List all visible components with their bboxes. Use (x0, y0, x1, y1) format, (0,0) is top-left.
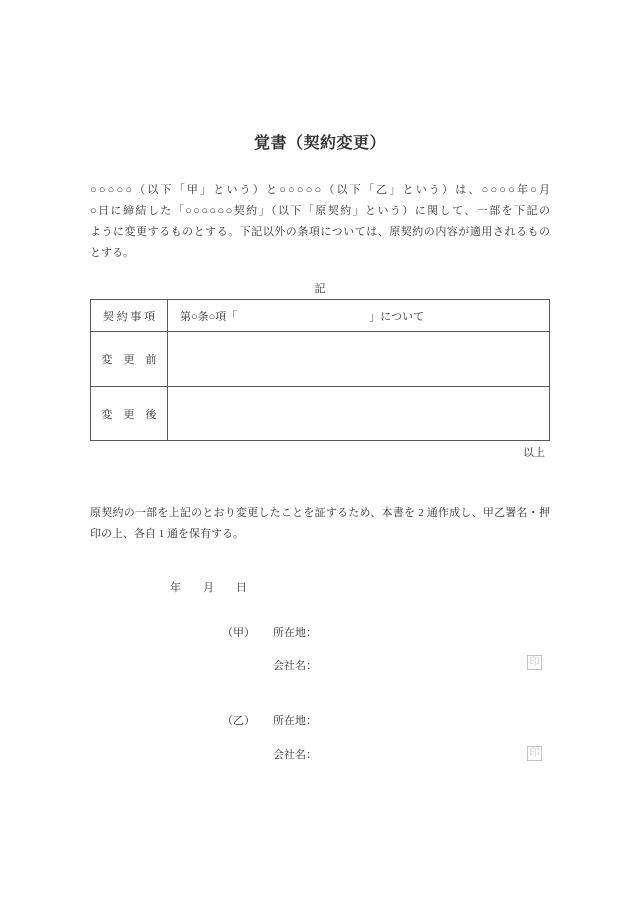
after-change-label-cell: 変 更 後 (91, 387, 168, 441)
contract-item-label-cell: 契 約 事 項 (91, 300, 168, 332)
table-row-contract-item (91, 300, 550, 332)
before-change-value-cell (168, 332, 550, 387)
intro-paragraph (90, 180, 550, 264)
paragraph-line: 印の上、各自 1 通を保有する。 (90, 528, 244, 540)
execution-paragraph (90, 503, 550, 545)
seal-mark-otsu: 印 (527, 746, 542, 761)
record-heading: 記 (314, 283, 326, 295)
paragraph-line: 原契約の一部を上記のとおり変更したことを証するため、本書を 2 通作成し、甲乙署名・押 (90, 507, 550, 519)
party-otsu-company-label: 会社名： (273, 749, 317, 761)
paragraph-line: ○日に締結した「○○○○○○契約」（以下「原契約」という）に関して、一部を下記の (90, 205, 550, 217)
paragraph-line: ○○○○○（以下「甲」という）と○○○○○（以下「乙」という）は、○○○○年○月 (90, 184, 550, 196)
table-row-before-change (91, 332, 550, 387)
date-line: 年 月 日 (170, 582, 247, 594)
before-change-label-cell: 変 更 前 (91, 332, 168, 387)
party-otsu-label: （乙） (222, 715, 255, 727)
paragraph-line: ように変更するものとする。下記以外の条項については、原契約の内容が適用されるもの (90, 226, 550, 238)
document-title: 覚書（契約変更） (253, 135, 386, 152)
contract-item-value-cell: 第○条○項「 」について (168, 300, 550, 332)
contract-change-table (90, 299, 550, 441)
party-otsu-address-label: 所在地： (273, 715, 317, 727)
party-kou-label: （甲） (222, 627, 255, 639)
seal-mark-kou: 印 (527, 655, 542, 670)
party-kou-address-label: 所在地： (273, 627, 317, 639)
closing-word: 以上 (523, 447, 545, 459)
table-row-after-change (91, 387, 550, 441)
after-change-value-cell (168, 387, 550, 441)
party-kou-company-label: 会社名： (273, 660, 317, 672)
paragraph-line: とする。 (90, 247, 134, 259)
